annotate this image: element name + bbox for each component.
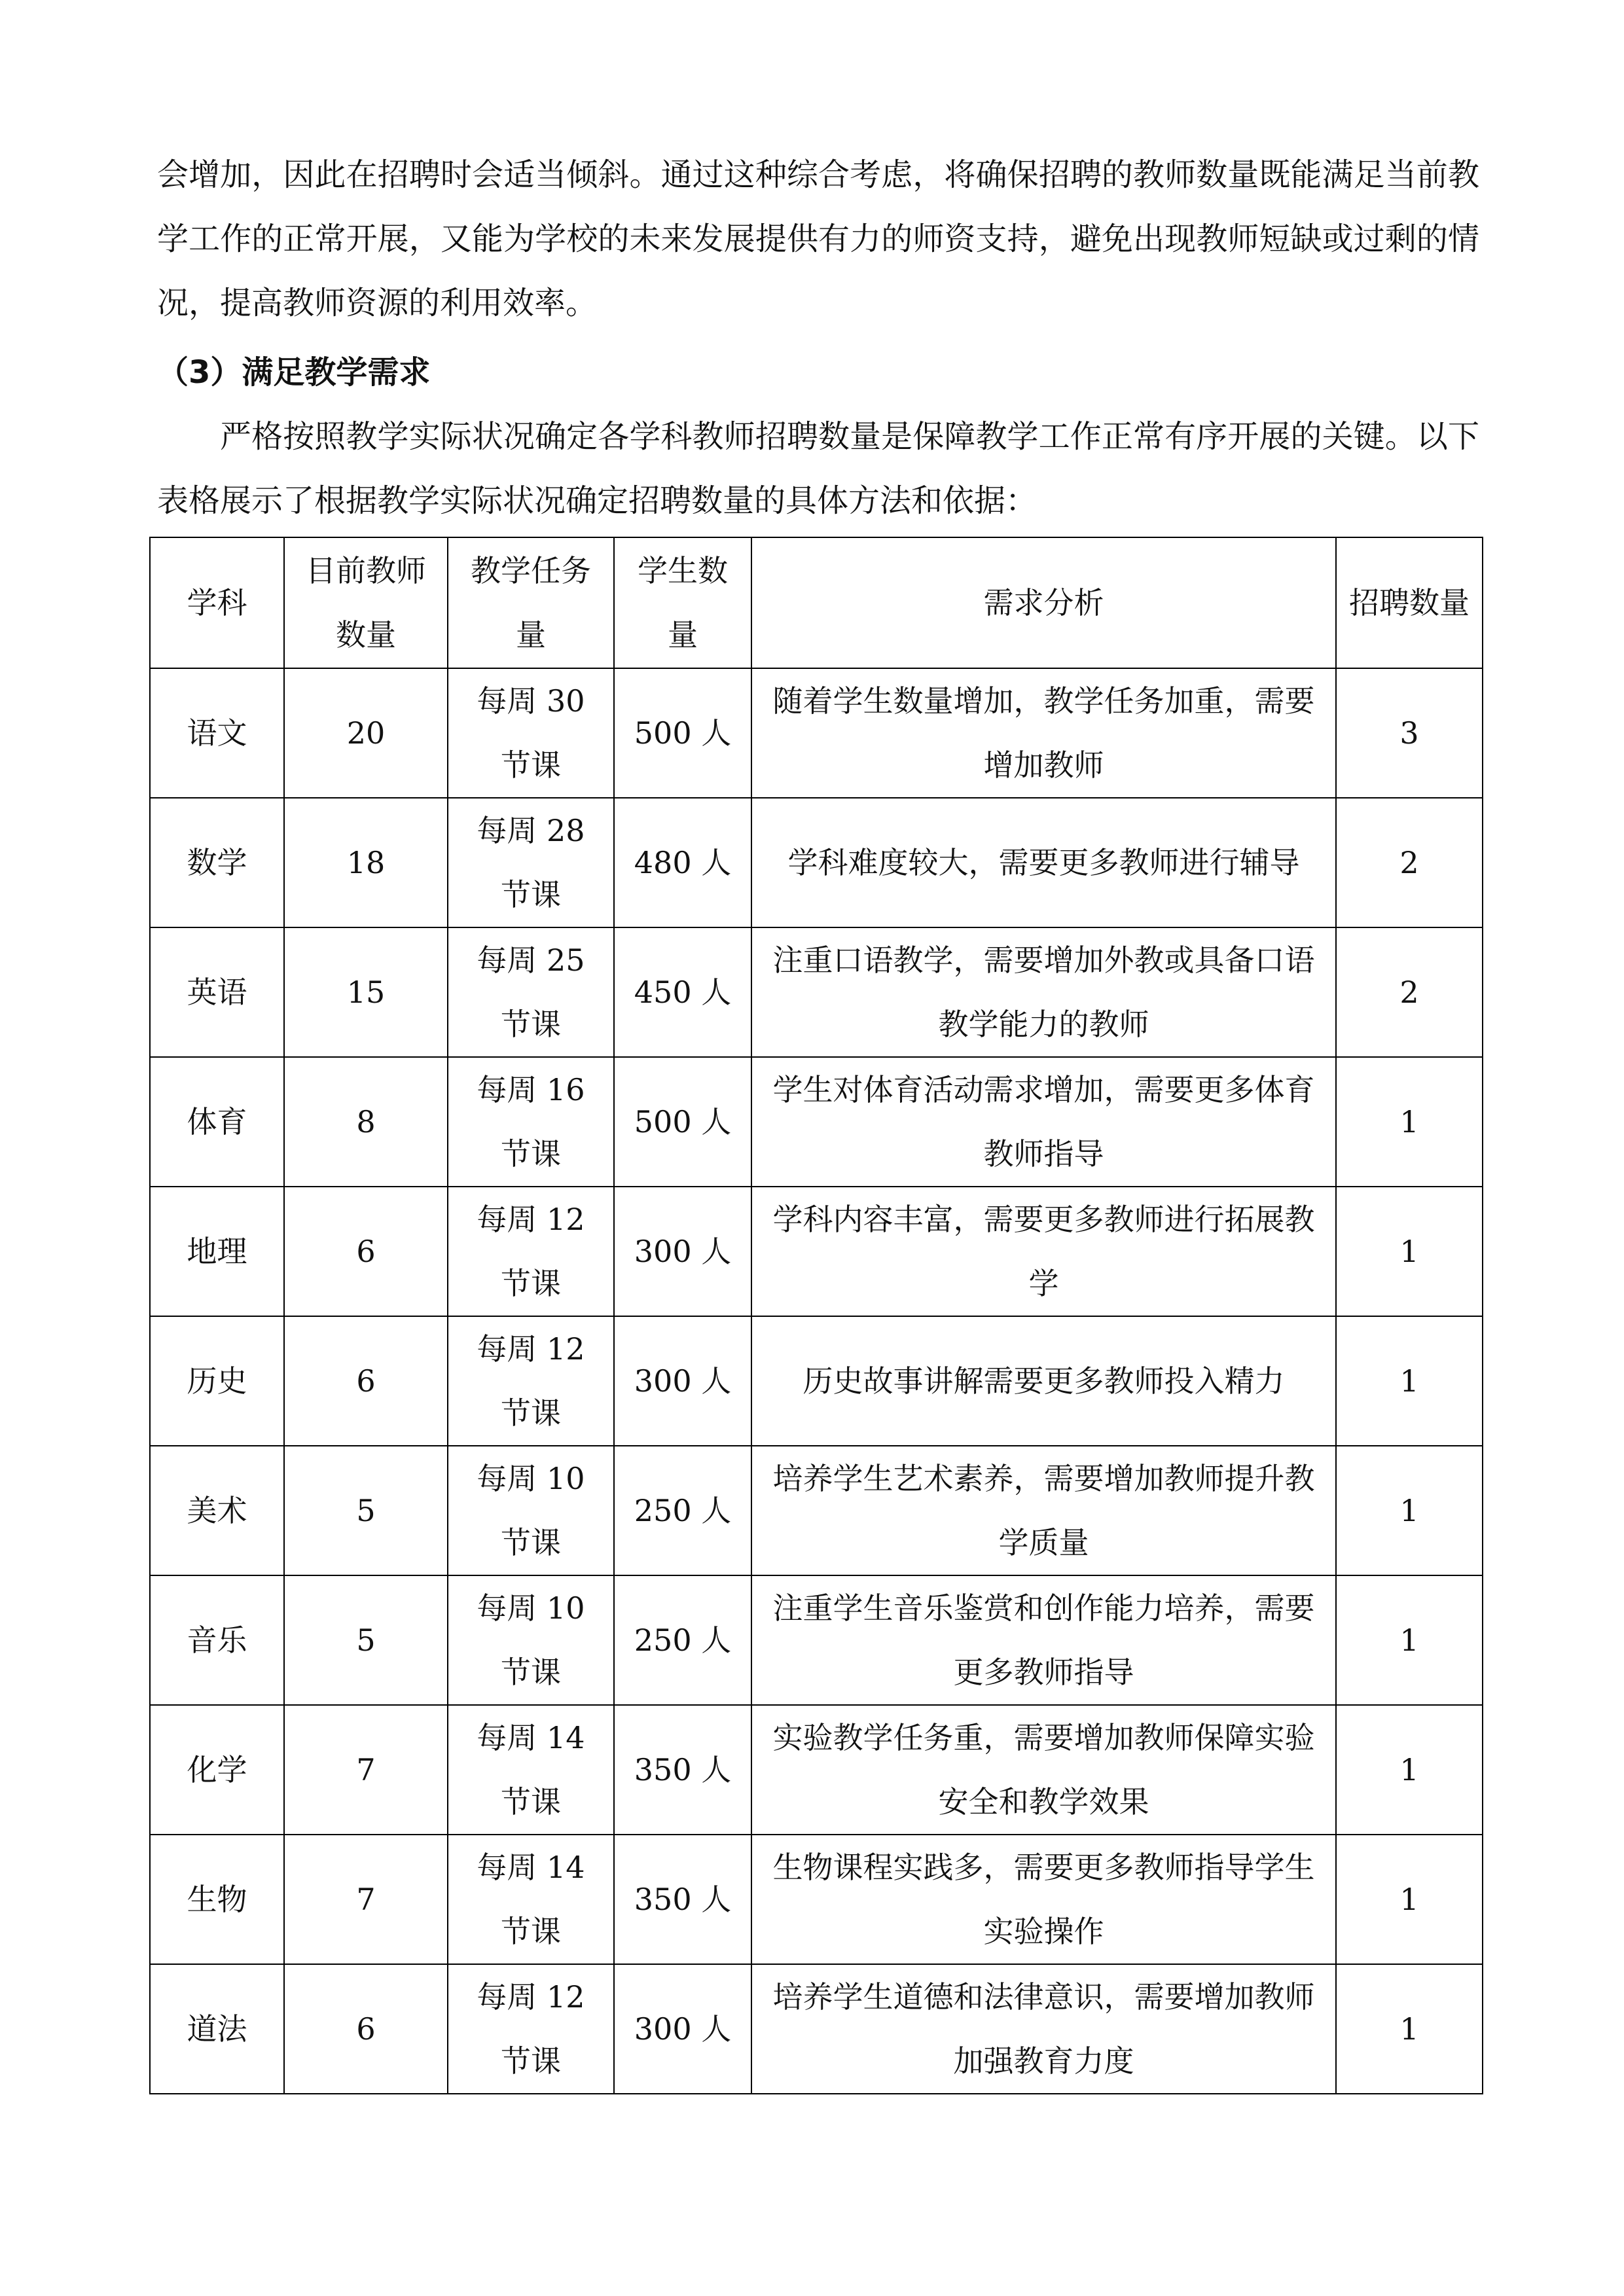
subject-cell: 历史 <box>150 1316 284 1446</box>
table-row <box>150 927 1483 1057</box>
table-body <box>150 668 1483 2094</box>
subject-cell: 语文 <box>150 668 284 798</box>
recruitment-table <box>149 537 1483 2094</box>
subject-cell: 道法 <box>150 1964 284 2094</box>
subject-cell: 生物 <box>150 1835 284 1964</box>
teacher-count-cell: 5 <box>284 1575 448 1705</box>
body-paragraph: 会增加，因此在招聘时会适当倾斜。通过这种综合考虑，将确保招聘的教师数量既能满足当前教学工作的正常开展，又能为学校的未来发展提供有力的师资支持，避免出现教师短缺或过剩的情况，提高教师资源的利用效率。 <box>157 156 1479 321</box>
table-row <box>150 668 1483 798</box>
analysis-cell: 培养学生道德和法律意识，需要增加教师加强教育力度 <box>751 1964 1336 2094</box>
column-header: 目前教师数量 <box>284 537 448 668</box>
subject-cell: 地理 <box>150 1187 284 1316</box>
hire-count-cell: 2 <box>1336 798 1483 927</box>
student-count-cell: 250 人 <box>614 1446 751 1575</box>
teacher-count-cell: 18 <box>284 798 448 927</box>
column-header: 招聘数量 <box>1336 537 1483 668</box>
subject-cell: 体育 <box>150 1057 284 1187</box>
student-count-cell: 250 人 <box>614 1575 751 1705</box>
workload-cell: 每周 12 节课 <box>448 1964 614 2094</box>
hire-count-cell: 1 <box>1336 1316 1483 1446</box>
hire-count-cell: 1 <box>1336 1575 1483 1705</box>
table-row <box>150 798 1483 927</box>
workload-cell: 每周 28 节课 <box>448 798 614 927</box>
student-count-cell: 300 人 <box>614 1964 751 2094</box>
teacher-count-cell: 5 <box>284 1446 448 1575</box>
teacher-count-cell: 15 <box>284 927 448 1057</box>
analysis-cell: 学科内容丰富，需要更多教师进行拓展教学 <box>751 1187 1336 1316</box>
hire-count-cell: 2 <box>1336 927 1483 1057</box>
workload-cell: 每周 12 节课 <box>448 1187 614 1316</box>
analysis-cell: 随着学生数量增加，教学任务加重，需要增加教师 <box>751 668 1336 798</box>
subject-cell: 数学 <box>150 798 284 927</box>
student-count-cell: 300 人 <box>614 1316 751 1446</box>
student-count-cell: 300 人 <box>614 1187 751 1316</box>
hire-count-cell: 1 <box>1336 1964 1483 2094</box>
column-header: 需求分析 <box>751 537 1336 668</box>
subject-cell: 化学 <box>150 1705 284 1835</box>
analysis-cell: 生物课程实践多，需要更多教师指导学生实验操作 <box>751 1835 1336 1964</box>
table-row <box>150 1964 1483 2094</box>
subject-cell: 美术 <box>150 1446 284 1575</box>
hire-count-cell: 3 <box>1336 668 1483 798</box>
student-count-cell: 450 人 <box>614 927 751 1057</box>
student-count-cell: 500 人 <box>614 1057 751 1187</box>
teacher-count-cell: 6 <box>284 1964 448 2094</box>
section-heading: （3）满足教学需求 <box>157 354 431 391</box>
hire-count-cell: 1 <box>1336 1705 1483 1835</box>
table-row <box>150 1057 1483 1187</box>
hire-count-cell: 1 <box>1336 1835 1483 1964</box>
intro-paragraph: 严格按照教学实际状况确定各学科教师招聘数量是保障教学工作正常有序开展的关键。以下表格展示了根据教学实际状况确定招聘数量的具体方法和依据： <box>157 418 1479 519</box>
teacher-count-cell: 6 <box>284 1316 448 1446</box>
workload-cell: 每周 14 节课 <box>448 1835 614 1964</box>
table-row <box>150 1575 1483 1705</box>
column-header: 学生数量 <box>614 537 751 668</box>
table-row <box>150 1316 1483 1446</box>
workload-cell: 每周 25 节课 <box>448 927 614 1057</box>
hire-count-cell: 1 <box>1336 1187 1483 1316</box>
analysis-cell: 学科难度较大，需要更多教师进行辅导 <box>751 798 1336 927</box>
student-count-cell: 350 人 <box>614 1705 751 1835</box>
student-count-cell: 480 人 <box>614 798 751 927</box>
workload-cell: 每周 12 节课 <box>448 1316 614 1446</box>
table-row <box>150 1705 1483 1835</box>
table-header-row <box>150 537 1483 668</box>
subject-cell: 英语 <box>150 927 284 1057</box>
hire-count-cell: 1 <box>1336 1446 1483 1575</box>
teacher-count-cell: 20 <box>284 668 448 798</box>
analysis-cell: 实验教学任务重，需要增加教师保障实验安全和教学效果 <box>751 1705 1336 1835</box>
teacher-count-cell: 6 <box>284 1187 448 1316</box>
teacher-count-cell: 7 <box>284 1835 448 1964</box>
workload-cell: 每周 16 节课 <box>448 1057 614 1187</box>
workload-cell: 每周 14 节课 <box>448 1705 614 1835</box>
student-count-cell: 500 人 <box>614 668 751 798</box>
table-row <box>150 1446 1483 1575</box>
teacher-count-cell: 7 <box>284 1705 448 1835</box>
workload-cell: 每周 30 节课 <box>448 668 614 798</box>
analysis-cell: 培养学生艺术素养，需要增加教师提升教学质量 <box>751 1446 1336 1575</box>
analysis-cell: 历史故事讲解需要更多教师投入精力 <box>751 1316 1336 1446</box>
subject-cell: 音乐 <box>150 1575 284 1705</box>
analysis-cell: 注重口语教学，需要增加外教或具备口语教学能力的教师 <box>751 927 1336 1057</box>
analysis-cell: 注重学生音乐鉴赏和创作能力培养，需要更多教师指导 <box>751 1575 1336 1705</box>
teacher-count-cell: 8 <box>284 1057 448 1187</box>
workload-cell: 每周 10 节课 <box>448 1446 614 1575</box>
column-header: 教学任务量 <box>448 537 614 668</box>
table-row <box>150 1835 1483 1964</box>
hire-count-cell: 1 <box>1336 1057 1483 1187</box>
student-count-cell: 350 人 <box>614 1835 751 1964</box>
column-header: 学科 <box>150 537 284 668</box>
workload-cell: 每周 10 节课 <box>448 1575 614 1705</box>
analysis-cell: 学生对体育活动需求增加，需要更多体育教师指导 <box>751 1057 1336 1187</box>
table-row <box>150 1187 1483 1316</box>
